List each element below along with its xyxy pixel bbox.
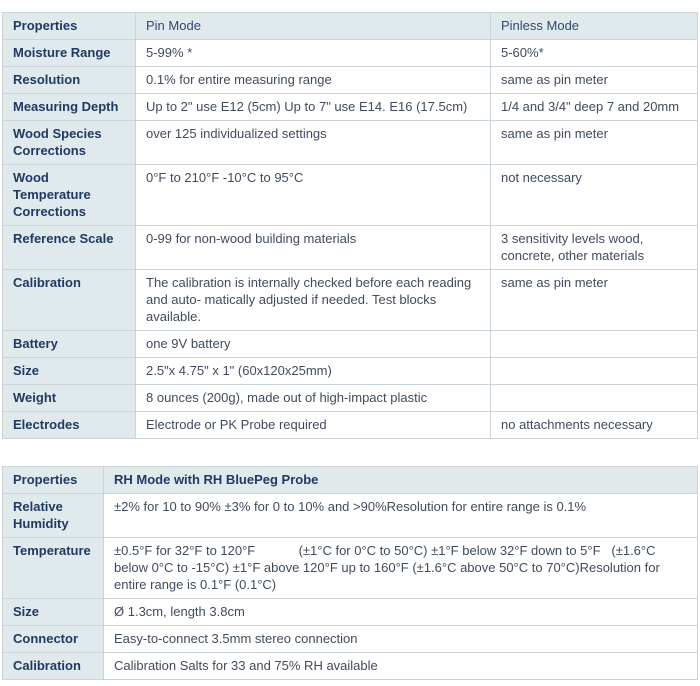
property-value-cell: Electrode or PK Probe required bbox=[136, 412, 491, 439]
property-value-cell: same as pin meter bbox=[491, 67, 698, 94]
property-label-cell: Calibration bbox=[3, 653, 104, 680]
rh-probe-spec-body bbox=[3, 494, 698, 680]
property-value-cell: same as pin meter bbox=[491, 270, 698, 331]
mode-header-cell: Pin Mode bbox=[136, 13, 491, 40]
property-value-cell: no attachments necessary bbox=[491, 412, 698, 439]
property-value-cell: 8 ounces (200g), made out of high-impact plastic bbox=[136, 385, 491, 412]
table-row bbox=[3, 94, 698, 121]
property-value-cell: 0.1% for entire measuring range bbox=[136, 67, 491, 94]
property-value-cell bbox=[491, 385, 698, 412]
table-row bbox=[3, 599, 698, 626]
property-label-cell: Measuring Depth bbox=[3, 94, 136, 121]
table-row bbox=[3, 538, 698, 599]
property-label-cell: Moisture Range bbox=[3, 40, 136, 67]
property-label-cell: Wood Temperature Corrections bbox=[3, 165, 136, 226]
property-value-cell: 0-99 for non-wood building materials bbox=[136, 226, 491, 270]
table-row bbox=[3, 165, 698, 226]
pin-pinless-spec-body bbox=[3, 40, 698, 439]
property-value-cell: 5-60%* bbox=[491, 40, 698, 67]
property-value-cell: 2.5"x 4.75" x 1" (60x120x25mm) bbox=[136, 358, 491, 385]
property-value-cell: 5-99% * bbox=[136, 40, 491, 67]
property-label-cell: Reference Scale bbox=[3, 226, 136, 270]
table-row bbox=[3, 226, 698, 270]
property-value-cell: not necessary bbox=[491, 165, 698, 226]
property-value-cell: 3 sensitivity levels wood, concrete, other materials bbox=[491, 226, 698, 270]
rh-probe-spec-header bbox=[3, 467, 698, 494]
table-row bbox=[3, 121, 698, 165]
property-label-cell: Relative Humidity bbox=[3, 494, 104, 538]
table-row bbox=[3, 270, 698, 331]
property-value-cell: ±0.5°F for 32°F to 120°F (±1°C for 0°C to 50°C) ±1°F below 32°F down to 5°F (±1.6°C below 0°C to -15°C) ±1°F above 120°F up to 160°F (±1.6°C above 50°C to 70°C)Resolution for entire range is 0.1°F (0.1°C) bbox=[104, 538, 698, 599]
property-value-cell: Easy-to-connect 3.5mm stereo connection bbox=[104, 626, 698, 653]
property-value-cell: same as pin meter bbox=[491, 121, 698, 165]
properties-header-cell: Properties bbox=[3, 13, 136, 40]
property-label-cell: Calibration bbox=[3, 270, 136, 331]
property-value-cell bbox=[491, 358, 698, 385]
table-row bbox=[3, 653, 698, 680]
properties-header-cell: Properties bbox=[3, 467, 104, 494]
mode-header-cell: Pinless Mode bbox=[491, 13, 698, 40]
property-label-cell: Temperature bbox=[3, 538, 104, 599]
property-value-cell: Up to 2" use E12 (5cm) Up to 7" use E14. E16 (17.5cm) bbox=[136, 94, 491, 121]
property-label-cell: Connector bbox=[3, 626, 104, 653]
property-label-cell: Weight bbox=[3, 385, 136, 412]
rh-probe-spec-table bbox=[2, 466, 698, 680]
table-row bbox=[3, 494, 698, 538]
mode-header-cell: RH Mode with RH BluePeg Probe bbox=[104, 467, 698, 494]
table-row bbox=[3, 358, 698, 385]
property-value-cell: 0°F to 210°F -10°C to 95°C bbox=[136, 165, 491, 226]
table-row bbox=[3, 40, 698, 67]
pin-pinless-spec-table bbox=[2, 12, 698, 439]
property-value-cell: one 9V battery bbox=[136, 331, 491, 358]
property-label-cell: Size bbox=[3, 358, 136, 385]
property-label-cell: Electrodes bbox=[3, 412, 136, 439]
property-label-cell: Wood Species Corrections bbox=[3, 121, 136, 165]
property-value-cell: over 125 individualized settings bbox=[136, 121, 491, 165]
property-value-cell: ±2% for 10 to 90% ±3% for 0 to 10% and >90%Resolution for entire range is 0.1% bbox=[104, 494, 698, 538]
pin-pinless-spec-header bbox=[3, 13, 698, 40]
property-value-cell: 1/4 and 3/4" deep 7 and 20mm bbox=[491, 94, 698, 121]
property-label-cell: Size bbox=[3, 599, 104, 626]
header-row bbox=[3, 13, 698, 40]
property-value-cell: Calibration Salts for 33 and 75% RH available bbox=[104, 653, 698, 680]
header-row bbox=[3, 467, 698, 494]
property-value-cell bbox=[491, 331, 698, 358]
table-row bbox=[3, 626, 698, 653]
property-value-cell: Ø 1.3cm, length 3.8cm bbox=[104, 599, 698, 626]
table-row bbox=[3, 331, 698, 358]
property-value-cell: The calibration is internally checked before each reading and auto- matically adjusted if needed. Test blocks available. bbox=[136, 270, 491, 331]
property-label-cell: Battery bbox=[3, 331, 136, 358]
table-row bbox=[3, 412, 698, 439]
table-row bbox=[3, 385, 698, 412]
property-label-cell: Resolution bbox=[3, 67, 136, 94]
table-row bbox=[3, 67, 698, 94]
